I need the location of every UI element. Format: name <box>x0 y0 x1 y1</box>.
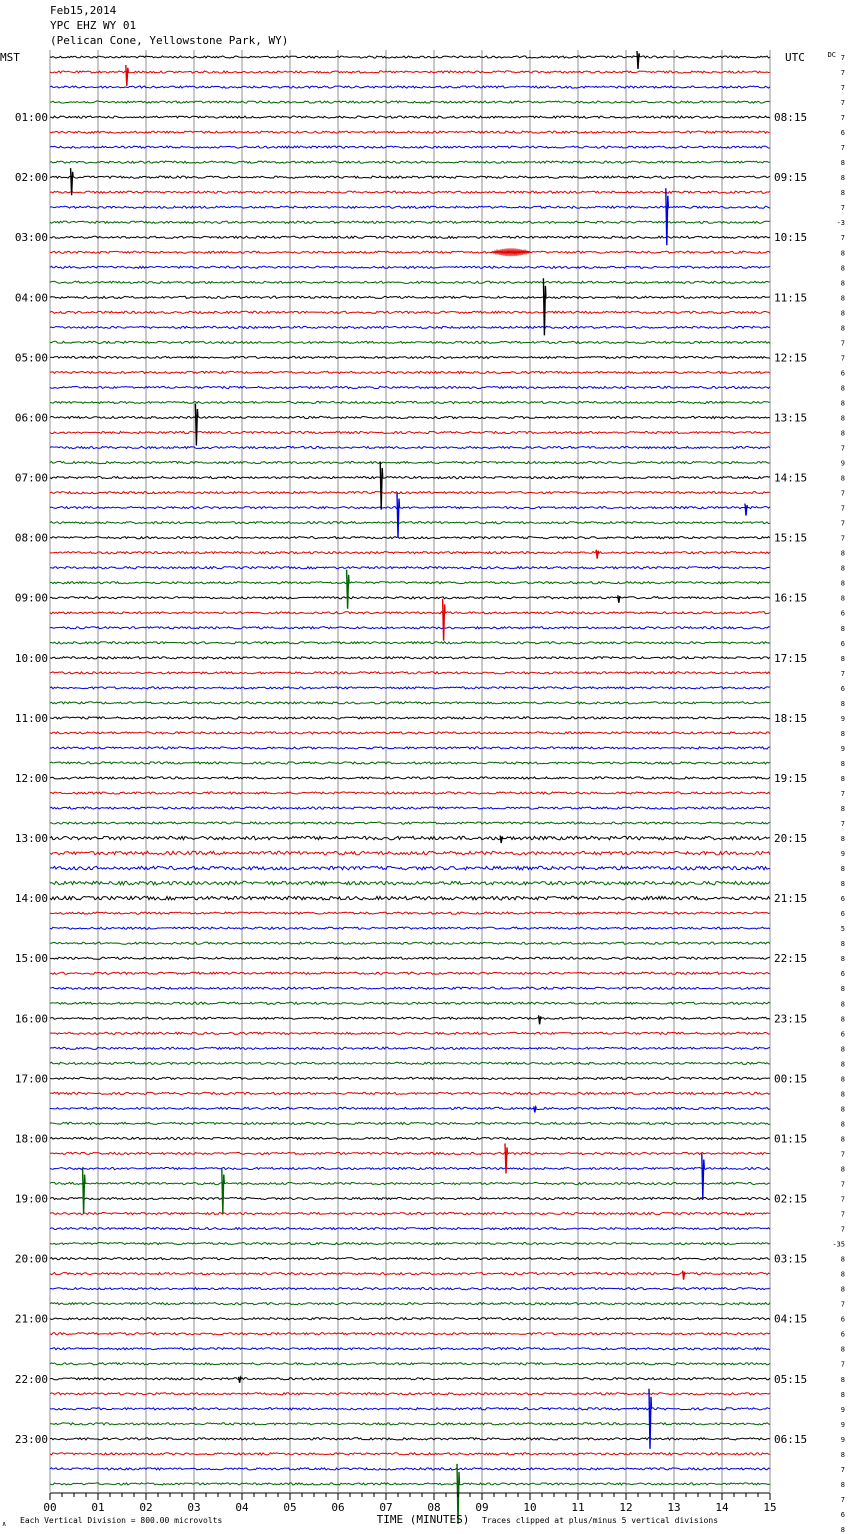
dc-offset-value: 7 <box>840 820 845 829</box>
trace-row <box>50 657 770 659</box>
dc-offset-value: 7 <box>840 354 845 363</box>
dc-offset-value: 8 <box>840 654 845 663</box>
dc-offset-value: 7 <box>840 84 845 93</box>
event-spike <box>539 1015 542 1024</box>
dc-offset-value: 8 <box>840 774 845 783</box>
right-hour-label: 01:15 <box>774 1132 808 1146</box>
dc-offset-value: 6 <box>840 609 845 618</box>
dc-offset-value: 8 <box>840 1345 845 1354</box>
dc-offset-value: -3 <box>836 219 845 228</box>
event-spike <box>397 493 400 538</box>
trace-row <box>50 1303 770 1305</box>
dc-offset-value: 9 <box>840 850 845 859</box>
dc-offset-value: 7 <box>840 144 845 153</box>
seismic-traces <box>50 56 770 1485</box>
trace-row <box>50 1182 770 1184</box>
left-hour-label: 08:00 <box>14 531 48 545</box>
trace-row <box>50 1152 770 1154</box>
trace-row <box>50 191 770 193</box>
left-hour-label: 03:00 <box>14 231 48 245</box>
trace-row <box>50 851 770 855</box>
dc-offset-value: 5 <box>840 925 845 934</box>
trace-row <box>50 86 770 88</box>
trace-row <box>50 732 770 734</box>
dc-offset-value: 7 <box>840 54 845 62</box>
left-hour-label: 21:00 <box>14 1312 48 1326</box>
left-hour-label: 20:00 <box>14 1252 48 1266</box>
trace-row <box>50 507 770 509</box>
left-hour-label: 16:00 <box>14 1012 48 1026</box>
dc-offset-value: 6 <box>840 684 845 693</box>
dc-offset-value: 8 <box>840 985 845 994</box>
dc-offset-value: 7 <box>840 504 845 513</box>
trace-row <box>50 567 770 569</box>
event-spike <box>637 51 640 69</box>
dc-offset-value: 7 <box>840 1300 845 1309</box>
dc-offset-value: 7 <box>840 1465 845 1474</box>
dc-offset-value: 8 <box>840 1390 845 1399</box>
event-spike <box>649 1389 652 1449</box>
dc-offset-value: 7 <box>840 444 845 453</box>
dc-offset-value: 8 <box>840 414 845 423</box>
x-tick-label: 12 <box>619 1501 633 1514</box>
dc-offset-value: 8 <box>840 1075 845 1084</box>
trace-row <box>50 146 770 148</box>
trace-row <box>50 942 770 944</box>
x-tick-label: 14 <box>715 1501 729 1514</box>
x-tick-label: 10 <box>523 1501 537 1514</box>
dc-offset-value: 9 <box>840 459 845 468</box>
trace-row <box>50 251 770 253</box>
trace-row <box>50 1288 770 1290</box>
trace-row <box>50 1423 770 1425</box>
dc-offset-value: 8 <box>840 835 845 844</box>
trace-row <box>50 116 770 118</box>
trace-row <box>50 896 770 900</box>
dc-offset-value: 8 <box>840 279 845 288</box>
right-hour-label: 09:15 <box>774 171 808 185</box>
left-hour-label: 04:00 <box>14 291 48 305</box>
trace-row <box>50 221 770 223</box>
trace-row <box>50 1002 770 1004</box>
right-hour-label: 03:15 <box>774 1252 808 1266</box>
right-hour-label: 00:15 <box>774 1072 808 1086</box>
dc-offset-value: 6 <box>840 970 845 979</box>
trace-row <box>50 206 770 208</box>
dc-offset-value: 9 <box>840 744 845 753</box>
right-hour-label: 05:15 <box>774 1372 808 1386</box>
trace-row <box>50 1212 770 1214</box>
left-axis-title: MST <box>0 51 20 64</box>
trace-row <box>50 881 770 885</box>
trace-row <box>50 401 770 403</box>
dc-offset-value: 7 <box>840 489 845 498</box>
left-hour-label: 17:00 <box>14 1072 48 1086</box>
right-hour-label: 04:15 <box>774 1312 808 1326</box>
trace-row <box>50 1017 770 1019</box>
trace-row <box>50 1333 770 1335</box>
dc-offset-value: 8 <box>840 549 845 558</box>
x-tick-label: 04 <box>235 1501 249 1514</box>
event-spike <box>702 1153 705 1198</box>
left-hour-label: 11:00 <box>14 711 48 725</box>
footer-scale-note: Each Vertical Division = 800.00 microvolts <box>20 1516 223 1525</box>
dc-offset-value: 7 <box>840 99 845 108</box>
dc-offset-value: 8 <box>840 474 845 483</box>
trace-row <box>50 1167 770 1169</box>
event-spike <box>222 1169 225 1214</box>
dc-offset-value: 6 <box>840 369 845 378</box>
dc-label: DC <box>827 51 836 59</box>
trace-row <box>50 612 770 614</box>
dc-offset-value: 8 <box>840 1255 845 1264</box>
dc-offset-value: 8 <box>840 579 845 588</box>
trace-row <box>50 1348 770 1350</box>
dc-offset-value: 8 <box>840 384 845 393</box>
left-hour-label: 01:00 <box>14 111 48 125</box>
dc-offset-value: 8 <box>840 1375 845 1384</box>
left-hour-label: 07:00 <box>14 471 48 485</box>
trace-row <box>50 1393 770 1395</box>
x-tick-label: 13 <box>667 1501 681 1514</box>
trace-row <box>50 866 770 870</box>
event-spike <box>618 595 621 603</box>
x-tick-label: 08 <box>427 1501 441 1514</box>
event-spike <box>347 570 350 609</box>
left-hour-label: 22:00 <box>14 1372 48 1386</box>
trace-row <box>50 627 770 629</box>
event-burst <box>491 248 531 256</box>
trace-row <box>50 326 770 328</box>
dc-offset-value: 7 <box>840 519 845 528</box>
left-hour-label: 06:00 <box>14 411 48 425</box>
trace-row <box>50 1453 770 1455</box>
dc-offset-value: 8 <box>840 1045 845 1054</box>
event-spike <box>745 504 748 516</box>
left-hour-label: 05:00 <box>14 351 48 365</box>
dc-offset-value: 7 <box>840 204 845 213</box>
left-hour-label: 19:00 <box>14 1192 48 1206</box>
right-hour-label: 17:15 <box>774 651 808 665</box>
dc-offset-value: 8 <box>840 399 845 408</box>
footer-clip-note: Traces clipped at plus/minus 5 vertical divisions <box>482 1516 719 1525</box>
trace-row <box>50 356 770 358</box>
dc-offset-value: 7 <box>840 114 845 123</box>
dc-offset-value: 6 <box>840 895 845 904</box>
trace-row <box>50 807 770 809</box>
dc-offset-value: 8 <box>840 264 845 273</box>
left-hour-label: 13:00 <box>14 832 48 846</box>
trace-row <box>50 1092 770 1094</box>
dc-offset-value: 6 <box>840 1330 845 1339</box>
trace-row <box>50 582 770 584</box>
trace-row <box>50 1273 770 1275</box>
trace-row <box>50 176 770 178</box>
trace-row <box>50 672 770 674</box>
dc-offset-value: 8 <box>840 624 845 633</box>
left-hour-label: 15:00 <box>14 952 48 966</box>
dc-offset-value: 8 <box>840 1090 845 1099</box>
event-spike <box>500 836 503 844</box>
x-tick-label: 03 <box>187 1501 201 1514</box>
trace-row <box>50 927 770 929</box>
dc-offset-value: 8 <box>840 309 845 318</box>
trace-row <box>50 266 770 268</box>
x-axis-title: TIME (MINUTES) <box>376 1513 470 1526</box>
right-hour-label: 11:15 <box>774 291 808 305</box>
trace-row <box>50 836 770 840</box>
event-spike <box>195 403 198 445</box>
right-hour-label: 16:15 <box>774 591 808 605</box>
plot-location: (Pelican Cone, Yellowstone Park, WY) <box>50 34 289 47</box>
trace-row <box>50 987 770 989</box>
x-tick-label: 01 <box>91 1501 105 1514</box>
trace-row <box>50 492 770 494</box>
dc-offset-value: 7 <box>840 1225 845 1234</box>
dc-offset-value: -35 <box>832 1240 845 1249</box>
dc-offset-value: 7 <box>840 669 845 678</box>
trace-row <box>50 1062 770 1064</box>
dc-offset-value: 8 <box>840 1285 845 1294</box>
trace-row <box>50 972 770 974</box>
left-hour-label: 09:00 <box>14 591 48 605</box>
trace-row <box>50 1468 770 1470</box>
trace-row <box>50 431 770 433</box>
dc-offset-value: 6 <box>840 910 845 919</box>
trace-row <box>50 161 770 163</box>
trace-row <box>50 552 770 554</box>
trace-row <box>50 311 770 313</box>
dc-offset-value: 8 <box>840 1015 845 1024</box>
trace-row <box>50 702 770 704</box>
plot-date: Feb15,2014 <box>50 4 117 17</box>
trace-row <box>50 477 770 479</box>
trace-row <box>50 792 770 794</box>
trace-row <box>50 642 770 644</box>
trace-row <box>50 1107 770 1109</box>
trace-row <box>50 912 770 914</box>
trace-row <box>50 1137 770 1139</box>
dc-offset-value: 8 <box>840 699 845 708</box>
right-axis-title: UTC <box>785 51 805 64</box>
dc-offset-value: 7 <box>840 1495 845 1504</box>
dc-offset-value: 8 <box>840 249 845 258</box>
dc-offset-value: 7 <box>840 69 845 78</box>
dc-offset-value: 8 <box>840 294 845 303</box>
trace-row <box>50 1077 770 1079</box>
trace-row <box>50 1032 770 1034</box>
trace-row <box>50 131 770 133</box>
dc-offset-value: 7 <box>840 789 845 798</box>
dc-offset-value: 7 <box>840 1210 845 1219</box>
dc-offset-value: 7 <box>840 1195 845 1204</box>
event-spike <box>126 65 129 86</box>
trace-row <box>50 687 770 689</box>
right-hour-label: 02:15 <box>774 1192 808 1206</box>
axes <box>50 1493 770 1500</box>
dc-offset-value: 7 <box>840 339 845 348</box>
event-spike <box>443 599 446 641</box>
dc-offset-value: 8 <box>840 955 845 964</box>
x-tick-label: 02 <box>139 1501 153 1514</box>
dc-offset-value: 6 <box>840 129 845 138</box>
left-hour-label: 23:00 <box>14 1432 48 1446</box>
trace-row <box>50 1363 770 1365</box>
trace-row <box>50 371 770 373</box>
trace-row <box>50 56 770 58</box>
trace-row <box>50 386 770 388</box>
dc-offset-value: 8 <box>840 174 845 183</box>
trace-row <box>50 1438 770 1440</box>
dc-offset-value: 8 <box>840 429 845 438</box>
trace-row <box>50 1408 770 1410</box>
x-tick-label: 05 <box>283 1501 297 1514</box>
dc-offset-value: 6 <box>840 1510 845 1519</box>
left-hour-label: 02:00 <box>14 171 48 185</box>
right-hour-label: 18:15 <box>774 711 808 725</box>
trace-row <box>50 416 770 418</box>
trace-row <box>50 1197 770 1199</box>
plot-station: YPC EHZ WY 01 <box>50 19 137 32</box>
trace-row <box>50 1483 770 1485</box>
event-spike <box>683 1271 686 1280</box>
trace-row <box>50 101 770 103</box>
right-hour-label: 22:15 <box>774 952 808 966</box>
trace-row <box>50 747 770 749</box>
trace-row <box>50 1047 770 1049</box>
dc-offset-value: 8 <box>840 1060 845 1069</box>
x-tick-label: 15 <box>763 1501 777 1514</box>
trace-row <box>50 1378 770 1380</box>
dc-offset-value: 8 <box>840 1480 845 1489</box>
right-hour-label: 20:15 <box>774 832 808 846</box>
left-hour-label: 14:00 <box>14 892 48 906</box>
event-spike <box>596 550 599 559</box>
dc-offset-value: 8 <box>840 189 845 198</box>
right-hour-label: 13:15 <box>774 411 808 425</box>
x-tick-label: 06 <box>331 1501 345 1514</box>
dc-offset-value: 6 <box>840 1030 845 1039</box>
trace-row <box>50 1122 770 1124</box>
x-tick-label: 07 <box>379 1501 393 1514</box>
dc-offset-value: 9 <box>840 1420 845 1429</box>
right-hour-label: 06:15 <box>774 1432 808 1446</box>
dc-offset-value: 8 <box>840 865 845 874</box>
right-hour-label: 14:15 <box>774 471 808 485</box>
dc-offset-value: 7 <box>840 1180 845 1189</box>
event-spike <box>380 462 383 510</box>
dc-offset-value: 6 <box>840 1315 845 1324</box>
trace-row <box>50 296 770 298</box>
dc-offset-value: 8 <box>840 324 845 333</box>
right-hour-label: 19:15 <box>774 771 808 785</box>
x-tick-label: 00 <box>43 1501 57 1514</box>
event-spike <box>505 1143 508 1173</box>
corner-mark: ∧ <box>2 1520 7 1528</box>
dc-offset-value: 8 <box>840 880 845 889</box>
right-hour-label: 08:15 <box>774 111 808 125</box>
right-hour-label: 10:15 <box>774 231 808 245</box>
x-tick-label: 11 <box>571 1501 585 1514</box>
trace-row <box>50 762 770 764</box>
event-spike <box>83 1169 86 1214</box>
dc-offset-value: 8 <box>840 594 845 603</box>
right-hour-label: 15:15 <box>774 531 808 545</box>
trace-row <box>50 446 770 448</box>
dc-offset-value: 9 <box>840 714 845 723</box>
dc-offset-value: 7 <box>840 534 845 543</box>
trace-row <box>50 777 770 779</box>
trace-row <box>50 236 770 238</box>
dc-offset-value: 7 <box>840 234 845 243</box>
trace-row <box>50 1243 770 1245</box>
dc-offset-value: 8 <box>840 564 845 573</box>
dc-offset-value: 7 <box>840 1360 845 1369</box>
dc-offset-value: 8 <box>840 729 845 738</box>
dc-offset-value: 6 <box>840 639 845 648</box>
dc-offset-value: 8 <box>840 1120 845 1129</box>
trace-row <box>50 822 770 824</box>
left-hour-label: 18:00 <box>14 1132 48 1146</box>
trace-row <box>50 1258 770 1260</box>
event-spike <box>239 1377 242 1383</box>
dc-offset-value: 8 <box>840 1165 845 1174</box>
event-spike <box>71 168 74 195</box>
dc-offset-value: 8 <box>840 805 845 813</box>
trace-row <box>50 281 770 283</box>
trace-row <box>50 71 770 73</box>
trace-row <box>50 957 770 959</box>
right-hour-label: 21:15 <box>774 892 808 906</box>
trace-row <box>50 461 770 463</box>
trace-row <box>50 597 770 599</box>
dc-offset-value: 8 <box>840 940 845 949</box>
dc-offset-value: 8 <box>840 1000 845 1009</box>
x-tick-label: 09 <box>475 1501 489 1514</box>
dc-offset-value: 8 <box>840 1105 845 1114</box>
dc-offset-value: 7 <box>840 1150 845 1159</box>
trace-row <box>50 717 770 719</box>
event-spike <box>534 1106 537 1112</box>
trace-row <box>50 1228 770 1230</box>
dc-offset-value: 8 <box>840 159 845 168</box>
left-hour-label: 10:00 <box>14 651 48 665</box>
trace-row <box>50 522 770 524</box>
trace-row <box>50 341 770 343</box>
dc-offset-value: 9 <box>840 1405 845 1414</box>
left-hour-label: 12:00 <box>14 771 48 785</box>
right-hour-label: 23:15 <box>774 1012 808 1026</box>
dc-offset-value: 8 <box>840 1135 845 1144</box>
dc-offset-value: 9 <box>840 1435 845 1444</box>
right-hour-label: 12:15 <box>774 351 808 365</box>
dc-offset-value: 8 <box>840 1525 845 1534</box>
dc-offset-value: 8 <box>840 759 845 768</box>
trace-row <box>50 1318 770 1320</box>
dc-offset-value: 8 <box>840 1450 845 1459</box>
dc-offset-value: 8 <box>840 1270 845 1279</box>
trace-row <box>50 537 770 539</box>
